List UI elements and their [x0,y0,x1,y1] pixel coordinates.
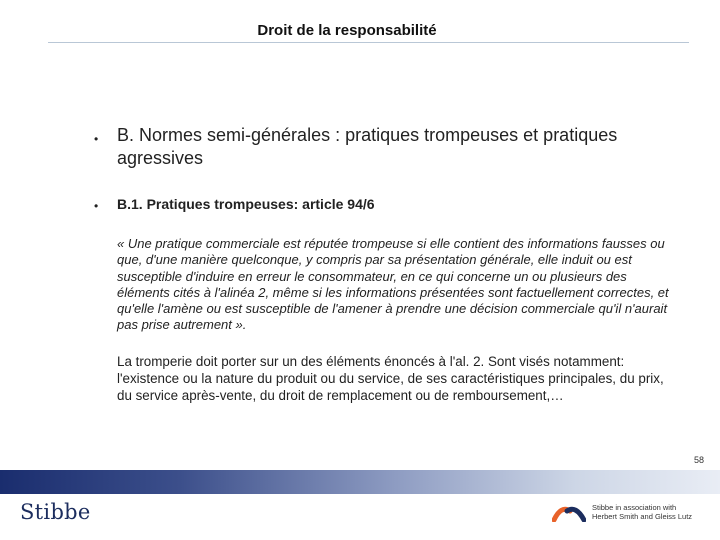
footer-band [0,470,720,494]
explanation-paragraph: La tromperie doit porter sur un des éléments énoncés à l'al. 2. Sont visés notamment: l'existence ou la nature du produit ou du service, de ses caractéristiques principales, du prix, du service après-vente, du droit de remplacement ou de remboursement,… [117,354,664,403]
legal-quote: « Une pratique commerciale est réputée trompeuse si elle contient des informations fausses ou que, d'une manière quelconque, y compris par sa présentation générale, elle induit ou est susceptible d'induire en erreur le consommateur, en ce qui concerne un ou plusieurs des éléments cités à l'alinéa 2, même si les informations présentées sont factuellement correctes, et qu'elle l'amène ou est susceptible de l'amener à prendre une décision commerciale qu'il n'aurait pas prise autrement ». [117,236,669,333]
slide-title: Droit de la responsabilité [257,22,437,39]
stibbe-logo: Stibbe [20,500,91,524]
section-heading: B. Normes semi-générales : pratiques trompeuses et pratiques agressives [117,125,618,168]
partner-logo-icon [552,502,586,522]
partner-line-2: Herbert Smith and Gleiss Lutz [592,512,693,521]
partner-line-1: Stibbe in association with [592,503,677,512]
page-number: 58 [693,455,704,465]
partner-caption [592,503,692,521]
title-divider [48,42,689,43]
bullet-marker: • [94,132,99,146]
bullet-marker: • [94,199,99,213]
subsection-heading: B.1. Pratiques trompeuses: article 94/6 [117,196,375,212]
